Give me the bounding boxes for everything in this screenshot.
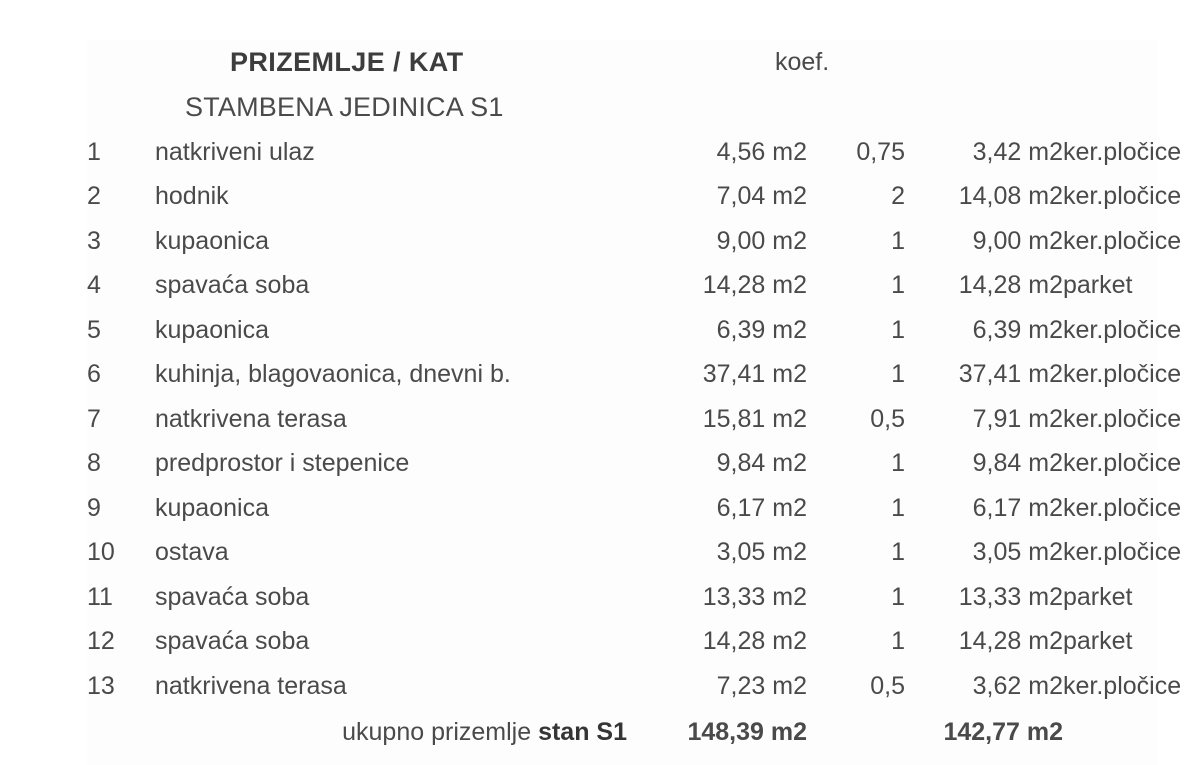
room-area: 3,05 m2 [716, 538, 807, 567]
table-row [87, 219, 1157, 264]
room-coefficient: 2 [891, 182, 905, 211]
room-name: spavaća soba [155, 271, 310, 300]
clipped-row-material [1063, 756, 1157, 765]
total-row [87, 709, 1157, 756]
table-row [87, 397, 1157, 442]
room-area: 6,39 m2 [716, 315, 807, 344]
room-material: ker.pločice [1063, 404, 1182, 433]
total-spacer [87, 709, 155, 756]
room-material: ker.pločice [1063, 449, 1182, 478]
row-number: 2 [87, 182, 101, 211]
clipped-row-number [87, 756, 155, 765]
room-calculated-area: 14,28 m2 [958, 271, 1063, 300]
total-label-prefix: ukupno prizemlje [342, 717, 539, 746]
table-row [87, 264, 1157, 309]
room-calculated-area: 14,28 m2 [958, 627, 1063, 656]
page-title: PRIZEMLJE / KAT [230, 47, 464, 77]
room-material: ker.pločice [1063, 226, 1182, 255]
apartment-area-table [87, 40, 1182, 765]
table-header-row [87, 40, 1157, 85]
row-number: 4 [87, 271, 101, 300]
room-material: ker.pločice [1063, 315, 1182, 344]
room-calculated-area: 13,33 m2 [958, 582, 1063, 611]
table-body [87, 40, 1182, 765]
room-name: natkriveni ulaz [155, 137, 315, 166]
room-calculated-area: 6,17 m2 [972, 493, 1063, 522]
row-number: 12 [87, 627, 115, 656]
table-row [87, 575, 1157, 620]
total-calculated-area: 142,77 m2 [943, 717, 1063, 746]
room-area: 14,28 m2 [702, 627, 807, 656]
room-area: 7,23 m2 [716, 671, 807, 700]
room-calculated-area: 6,39 m2 [972, 315, 1063, 344]
header-title-cell [87, 40, 1157, 85]
room-calculated-area: 9,84 m2 [972, 449, 1063, 478]
room-area: 4,56 m2 [716, 137, 807, 166]
total-material-empty [1063, 709, 1157, 756]
room-material: ker.pločice [1063, 137, 1182, 166]
unit-header-cell [87, 85, 1157, 130]
row-number: 7 [87, 404, 101, 433]
room-calculated-area: 3,42 m2 [972, 137, 1063, 166]
room-area: 15,81 m2 [702, 404, 807, 433]
room-name: kuhinja, blagovaonica, dnevni b. [155, 360, 511, 389]
table-row [87, 353, 1157, 398]
room-calculated-area: 37,41 m2 [958, 360, 1063, 389]
room-name: kupaonica [155, 315, 269, 344]
table-row [87, 308, 1157, 353]
room-calculated-area: 3,05 m2 [972, 538, 1063, 567]
room-calculated-area: 14,08 m2 [958, 182, 1063, 211]
room-material: ker.pločice [1063, 538, 1182, 567]
unit-title: STAMBENA JEDINICA S1 [185, 92, 504, 122]
room-area: 7,04 m2 [716, 182, 807, 211]
table-row [87, 664, 1157, 709]
room-coefficient: 1 [891, 226, 905, 255]
room-name: natkrivena terasa [155, 404, 347, 433]
room-name: kupaonica [155, 226, 269, 255]
row-number: 8 [87, 449, 101, 478]
row-number: 9 [87, 493, 101, 522]
total-koef-empty [807, 709, 905, 756]
table-row [87, 620, 1157, 665]
room-coefficient: 0,5 [870, 671, 905, 700]
room-material: ker.pločice [1063, 671, 1182, 700]
room-coefficient: 0,75 [856, 137, 905, 166]
room-name: hodnik [155, 182, 229, 211]
room-calculated-area: 9,00 m2 [972, 226, 1063, 255]
row-number: 10 [87, 538, 115, 567]
table-row [87, 531, 1157, 576]
room-coefficient: 0,5 [870, 404, 905, 433]
room-coefficient: 1 [891, 582, 905, 611]
table-row [87, 486, 1157, 531]
room-coefficient: 1 [891, 360, 905, 389]
room-name: natkrivena terasa [155, 671, 347, 700]
room-area: 14,28 m2 [702, 271, 807, 300]
row-number: 6 [87, 360, 101, 389]
room-material: parket [1063, 582, 1133, 611]
room-name: predprostor i stepenice [155, 449, 410, 478]
room-material: ker.pločice [1063, 182, 1182, 211]
room-coefficient: 1 [891, 538, 905, 567]
clipped-row-body [155, 756, 1063, 765]
room-area: 13,33 m2 [702, 582, 807, 611]
room-name: spavaća soba [155, 627, 310, 656]
total-label-strong: stan S1 [538, 717, 627, 746]
room-area: 9,84 m2 [716, 449, 807, 478]
header-title-wrap [87, 40, 1157, 85]
room-material: ker.pločice [1063, 360, 1182, 389]
row-number: 13 [87, 671, 115, 700]
room-material: parket [1063, 627, 1133, 656]
table-row [87, 175, 1157, 220]
room-calculated-area: 7,91 m2 [972, 404, 1063, 433]
table-row [87, 130, 1157, 175]
room-coefficient: 1 [891, 449, 905, 478]
coefficient-column-label: koef. [775, 48, 830, 76]
row-number: 11 [87, 582, 113, 611]
unit-header-row [87, 85, 1157, 130]
room-area: 6,17 m2 [716, 493, 807, 522]
room-area: 9,00 m2 [716, 226, 807, 255]
row-number: 1 [87, 137, 101, 166]
room-coefficient: 1 [891, 271, 905, 300]
total-area: 148,39 m2 [687, 717, 807, 746]
total-label [155, 709, 627, 756]
row-number: 3 [87, 226, 101, 255]
clipped-next-row [87, 756, 1157, 765]
room-area: 37,41 m2 [702, 360, 807, 389]
room-calculated-area: 3,62 m2 [972, 671, 1063, 700]
room-name: spavaća soba [155, 582, 310, 611]
table-row [87, 442, 1157, 487]
room-coefficient: 1 [891, 627, 905, 656]
row-number: 5 [87, 315, 101, 344]
room-coefficient: 1 [891, 493, 905, 522]
room-material: parket [1063, 271, 1133, 300]
room-name: ostava [155, 538, 229, 567]
room-name: kupaonica [155, 493, 269, 522]
room-coefficient: 1 [891, 315, 905, 344]
room-material: ker.pločice [1063, 493, 1182, 522]
